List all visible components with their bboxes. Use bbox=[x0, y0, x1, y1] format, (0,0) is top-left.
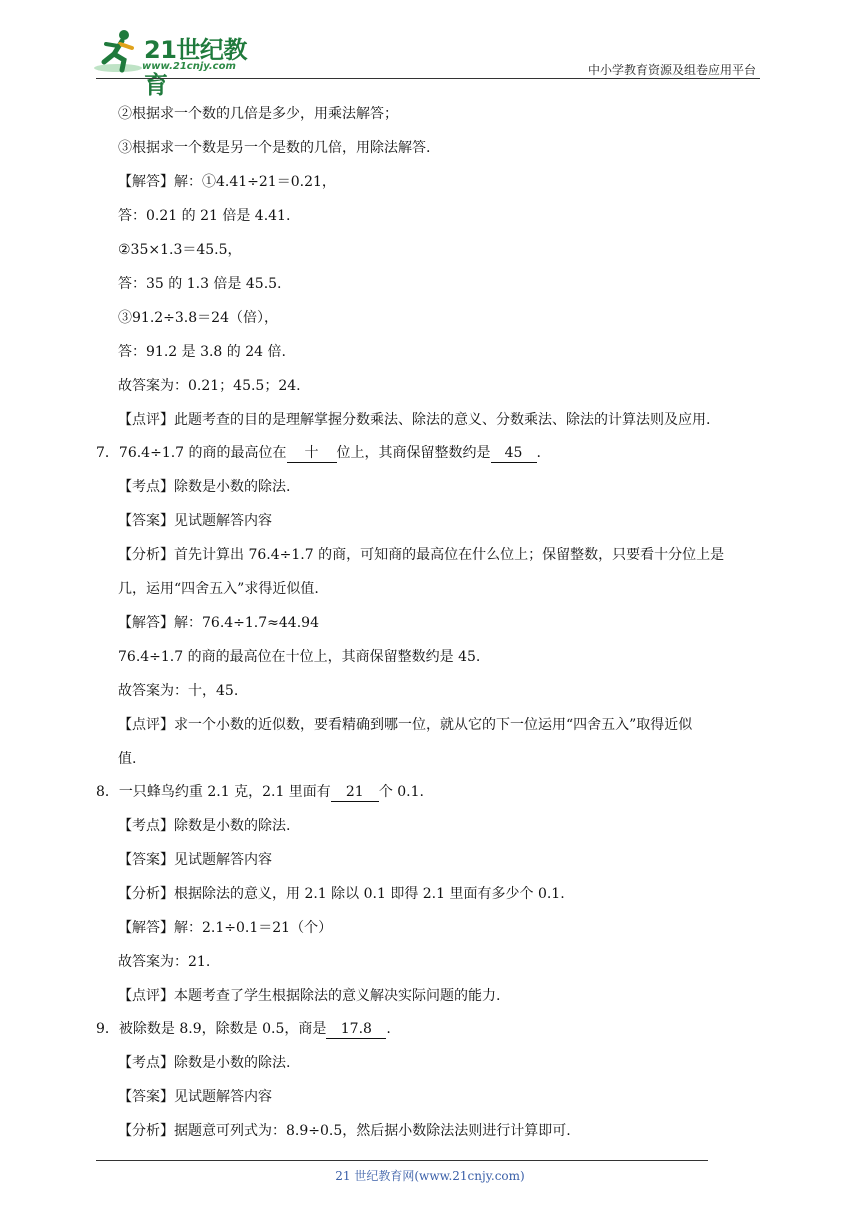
answer-blank: 21 bbox=[331, 784, 379, 802]
question-number: 8． bbox=[96, 784, 119, 800]
text-line: 【点评】本题考查了学生根据除法的意义解决实际问题的能力. bbox=[118, 988, 501, 1004]
text-line: 【答案】见试题解答内容 bbox=[118, 513, 272, 529]
text-line: 答：91.2 是 3.8 的 24 倍. bbox=[118, 344, 286, 360]
text-line: 答：35 的 1.3 倍是 45.5. bbox=[118, 276, 282, 292]
header-divider bbox=[96, 78, 760, 79]
text-line: 【点评】此题考查的目的是理解掌握分数乘法、除法的意义、分数乘法、除法的计算法则及应用. bbox=[118, 412, 711, 428]
text-line: 几，运用“四舍五入”求得近似值. bbox=[118, 581, 319, 597]
text-line: ②35×1.3＝45.5， bbox=[118, 242, 242, 258]
question-text: 76.4÷1.7 的商的最高位在 bbox=[118, 445, 287, 461]
question-7 bbox=[96, 443, 541, 463]
question-8 bbox=[96, 782, 424, 802]
question-number: 9． bbox=[96, 1021, 119, 1037]
text-line: 故答案为：0.21；45.5；24. bbox=[118, 378, 301, 394]
question-text: 一只蜂鸟约重 2.1 克，2.1 里面有 bbox=[118, 784, 331, 800]
text-line: 【解答】解：76.4÷1.7≈44.94 bbox=[118, 615, 319, 631]
site-logo bbox=[92, 28, 262, 99]
question-number: 7． bbox=[96, 445, 119, 461]
header-platform-name: 中小学教育资源及组卷应用平台 bbox=[587, 63, 756, 77]
question-text: 个 0.1. bbox=[378, 784, 424, 800]
text-line: 【分析】根据除法的意义，用 2.1 除以 0.1 即得 2.1 里面有多少个 0.1. bbox=[118, 886, 565, 902]
page-footer: 21 世纪教育网(www.21cnjy.com) bbox=[335, 1169, 525, 1183]
question-text: . bbox=[536, 445, 541, 461]
text-line: 【解答】解：①4.41÷21＝0.21， bbox=[118, 174, 336, 190]
text-line: 【点评】求一个小数的近似数，要看精确到哪一位，就从它的下一位运用“四舍五入”取得近似 bbox=[118, 717, 693, 733]
text-line: 【答案】见试题解答内容 bbox=[118, 1089, 272, 1105]
text-line: 【答案】见试题解答内容 bbox=[118, 852, 272, 868]
question-text: . bbox=[386, 1021, 391, 1037]
question-text: 位上，其商保留整数约是 bbox=[336, 445, 491, 461]
answer-blank: 45 bbox=[491, 445, 537, 463]
text-line: 【考点】除数是小数的除法. bbox=[118, 818, 291, 834]
text-line: 【考点】除数是小数的除法. bbox=[118, 1055, 291, 1071]
text-line: 【分析】首先计算出 76.4÷1.7 的商，可知商的最高位在什么位上；保留整数，只要看十分位上是 bbox=[118, 547, 725, 563]
text-line: 76.4÷1.7 的商的最高位在十位上，其商保留整数约是 45. bbox=[118, 649, 481, 665]
footer-divider bbox=[96, 1160, 708, 1161]
answer-blank: 十 bbox=[287, 445, 337, 463]
logo-text: 21世纪教育 bbox=[144, 36, 247, 99]
text-line: 答：0.21 的 21 倍是 4.41. bbox=[118, 208, 291, 224]
text-line: ②根据求一个数的几倍是多少，用乘法解答； bbox=[118, 106, 398, 122]
text-line: 故答案为：21. bbox=[118, 954, 211, 970]
text-line: 【分析】据题意可列式为：8.9÷0.5，然后据小数除法法则进行计算即可. bbox=[118, 1123, 571, 1139]
answer-blank: 17.8 bbox=[326, 1021, 386, 1039]
question-text: 被除数是 8.9，除数是 0.5，商是 bbox=[118, 1021, 327, 1037]
text-line: ③91.2÷3.8＝24（倍）， bbox=[118, 310, 278, 326]
logo-url: www.21cnjy.com bbox=[142, 61, 236, 72]
text-line: 值. bbox=[118, 751, 137, 767]
text-line: 故答案为：十，45. bbox=[118, 683, 239, 699]
runner-logo-icon bbox=[92, 28, 144, 74]
page-header bbox=[0, 0, 860, 99]
text-line: 【考点】除数是小数的除法. bbox=[118, 479, 291, 495]
question-9 bbox=[96, 1019, 391, 1039]
text-line: ③根据求一个数是另一个是数的几倍，用除法解答. bbox=[118, 140, 431, 156]
text-line: 【解答】解：2.1÷0.1＝21（个） bbox=[118, 920, 333, 936]
